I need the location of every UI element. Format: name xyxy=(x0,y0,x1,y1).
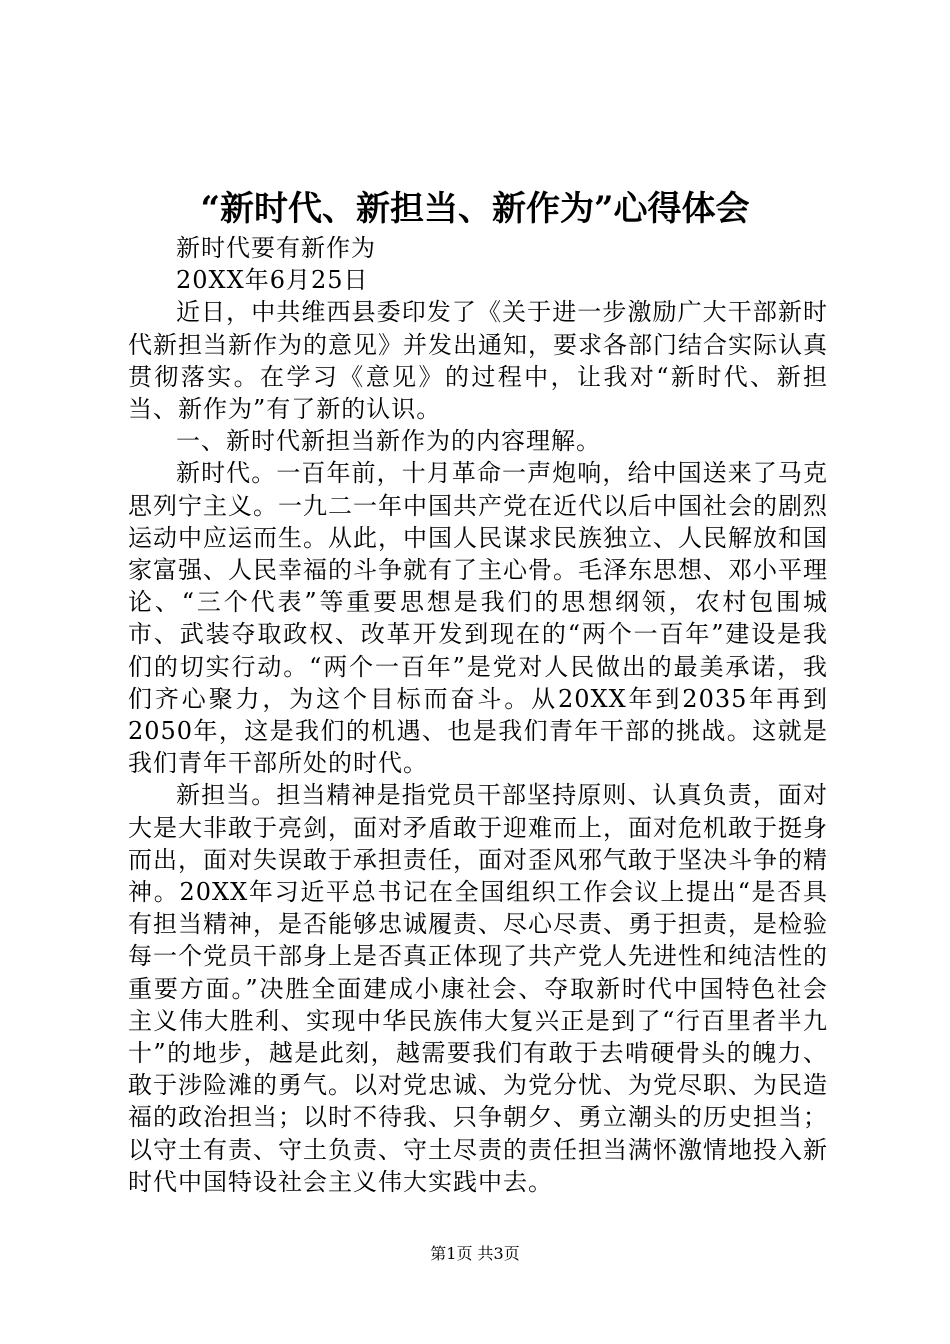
section-heading: 一、新时代新担当新作为的内容理解。 xyxy=(176,427,601,456)
document-title: “新时代、新担当、新作为”心得体会 xyxy=(200,189,750,229)
subtitle-paragraph: 新时代要有新作为 xyxy=(176,234,376,262)
intro-paragraph: 近日，中共维西县委印发了《关于进一步激励广大干部新时代新担当新作为的意见》并发出通知，要求各部门结合实际认真贯彻落实。在学习《意见》的过程中，让我对“新时代、新担当、新作为”有了新的认识。 xyxy=(128,298,828,424)
new-responsibility-paragraph: 新担当。担当精神是指党员干部坚持原则、认真负责，面对大是大非敢于亮剑，面对矛盾敢于迎难而上，面对危机敢于挺身而出，面对失误敢于承担责任，面对歪风邪气敢于坚决斗争的精神。20XX年习近平总书记在全国组织工作会议上提出“是否具有担当精神，是否能够忠诚履责、尽心尽责、勇于担责，是检验每一个党员干部身上是否真正体现了共产党人先进性和纯洁性的重要方面。”决胜全面建成小康社会、夺取新时代中国特色社会主义伟大胜利、实现中华民族伟大复兴正是到了“行百里者半九十”的地步，越是此刻，越需要我们有敢于去啃硬骨头的魄力、敢于涉险滩的勇气。以对党忠诚、为党分忧、为党尽职、为民造福的政治担当；以时不待我、只争朝夕、勇立潮头的历史担当；以守土有责、守土负责、守土尽责的责任担当满怀激情地投入新时代中国特设社会主义伟大实践中去。 xyxy=(128,781,828,1196)
date-paragraph: 20XX年6月25日 xyxy=(176,266,369,295)
new-era-paragraph: 新时代。一百年前，十月革命一声炮响，给中国送来了马克思列宁主义。一九二一年中国共产党在近代以后中国社会的剧烈运动中应运而生。从此，中国人民谋求民族独立、人民解放和国家富强、人民幸福的斗争就有了主心骨。毛泽东思想、邓小平理论、“三个代表”等重要思想是我们的思想纲领，农村包围城市、武装夺取政权、改革开发到现在的“两个一百年”建设是我们的切实行动。“两个一百年”是党对人民做出的最美承诺，我们齐心聚力，为这个目标而奋斗。从20XX年到2035年再到2050年，这是我们的机遇、也是我们青年干部的挑战。这就是我们青年干部所处的时代。 xyxy=(128,459,828,778)
document-body xyxy=(128,232,828,1198)
page-number: 第1页 共3页 xyxy=(430,1244,520,1263)
